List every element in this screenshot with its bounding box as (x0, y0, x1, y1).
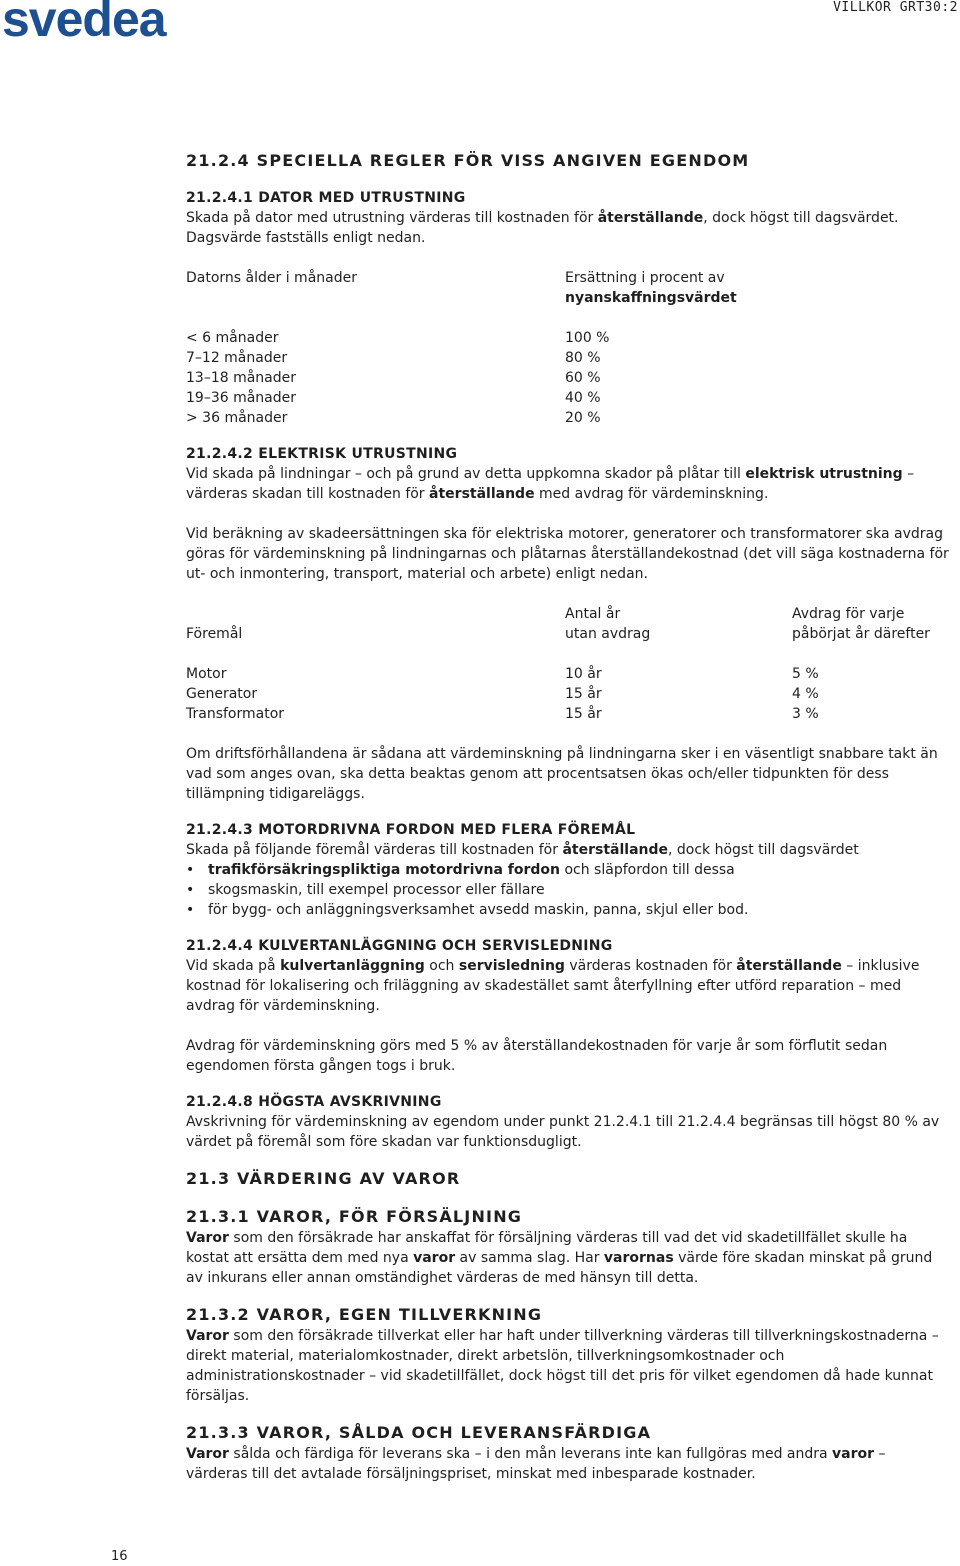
goods-own-manufacture-paragraph: Varor som den försäkrade tillverkat eller har haft under tillverkning värderas till tillverkningskostnaderna – direkt material, materialomkostnader, direkt arbetslön, tillverkningsomkostnader och administrationskostnader – vid skadetillfället, dock högst till det pris för vilket egendomen då hade kunnat försäljas. (186, 1328, 939, 1404)
heading-max-depreciation: 21.2.4.8 HÖGSTA AVSKRIVNING (186, 1094, 442, 1110)
document-code: VILLKOR GRT30:2 (833, 0, 958, 15)
culvert-paragraph-2: Avdrag för värdeminskning görs med 5 % av återställandekostnaden för varje år som förflutit sedan egendomen första gången togs i bruk. (186, 1038, 888, 1074)
table-row: > 36 månader 20 % (186, 410, 601, 426)
table-header-deduction: Avdrag för varje (792, 606, 905, 622)
table-row: 19–36 månader 40 % (186, 390, 601, 406)
electrical-paragraph-2: Vid beräkning av skadeersättningen ska för elektriska motorer, generatorer och transformatorer ska avdrag göras för värdeminskning på lindningarnas och plåtarnas återställandekostnad (det vill säga kostnaderna för ut- och inmontering, transport, material och arbete) enligt nedan. (186, 526, 949, 582)
heading-electrical: 21.2.4.2 ELEKTRISK UTRUSTNING (186, 446, 458, 462)
depreciation-table: Antal år Avdrag för varje Föremål utan avdrag påbörjat år därefter Motor 10 år 5 % Generator 15 år 4 % Transformator 15 år 3 % (186, 604, 950, 724)
heading-goods-own-manufacture: 21.3.2 VAROR, EGEN TILLVERKNING (186, 1305, 543, 1324)
table-row: < 6 månader 100 % (186, 330, 610, 346)
electrical-paragraph-3: Om driftsförhållandena är sådana att värdeminskning på lindningarna sker i en väsentligt snabbare takt än vad som anges ovan, ska detta beaktas genom att procentsatsen ökas och/eller tidpunkten för dess tillämpning tidigareläggs. (186, 746, 938, 802)
list-item: • trafikförsäkringspliktiga motordrivna fordon och släpfordon till dessa (186, 860, 950, 880)
heading-vehicles: 21.2.4.3 MOTORDRIVNA FORDON MED FLERA FÖREMÅL (186, 822, 636, 838)
heading-goods-sold: 21.3.3 VAROR, SÅLDA OCH LEVERANSFÄRDIGA (186, 1423, 652, 1442)
page-number: 16 (111, 1549, 128, 1564)
goods-for-sale-paragraph: Varor som den försäkrade har anskaffat för försäljning värderas till vad det vid skadetillfället skulle ha kostat att ersätta dem med nya varor av samma slag. Har varornas värde före skadan minskat på grund av inkurans eller annan omständighet värderas de med hänsyn till detta. (186, 1230, 933, 1286)
culvert-paragraph-1: Vid skada på kulvertanläggning och servisledning värderas kostnaden för återställande – inklusive kostnad för lokalisering och friläggning av skadestället samt återfyllning efter utförd reparation – med avdrag för värdeminskning. (186, 958, 920, 1014)
section-title-21-3: 21.3 VÄRDERING AV VAROR (186, 1169, 461, 1188)
table-header-item: Föremål (186, 626, 243, 642)
svedea-logo: svedea (2, 0, 166, 47)
table-row: Generator 15 år 4 % (186, 686, 819, 702)
list-item: • skogsmaskin, till exempel processor eller fällare (186, 880, 950, 900)
list-item: • för bygg- och anläggningsverksamhet avsedd maskin, panna, skjul eller bod. (186, 900, 950, 920)
table-row: Motor 10 år 5 % (186, 666, 819, 682)
table-row: Transformator 15 år 3 % (186, 706, 819, 722)
heading-goods-for-sale: 21.3.1 VAROR, FÖR FÖRSÄLJNING (186, 1207, 523, 1226)
max-depreciation-paragraph: Avskrivning för värdeminskning av egendom under punkt 21.2.4.1 till 21.2.4.4 begränsas till högst 80 % av värdet på föremål som före skadan var funktionsdugligt. (186, 1114, 940, 1150)
table-row: 13–18 månader 60 % (186, 370, 601, 386)
table-header-pct: Ersättning i procent av (565, 270, 725, 286)
vehicles-paragraph: Skada på följande föremål värderas till kostnaden för återställande, dock högst till dagsvärdet (186, 842, 859, 858)
heading-computer: 21.2.4.1 DATOR MED UTRUSTNING (186, 190, 466, 206)
vehicles-list (186, 860, 950, 920)
computer-age-table (186, 268, 950, 428)
section-title-21-2-4: 21.2.4 SPECIELLA REGLER FÖR VISS ANGIVEN EGENDOM (186, 151, 750, 170)
table-header-pct-sub: nyanskaffningsvärdet (565, 290, 737, 306)
heading-culvert: 21.2.4.4 KULVERTANLÄGGNING OCH SERVISLEDNING (186, 938, 613, 954)
page-content (186, 150, 950, 1484)
table-header-age: Datorns ålder i månader (186, 270, 357, 286)
table-row: 7–12 månader 80 % (186, 350, 601, 366)
computer-paragraph: Skada på dator med utrustning värderas till kostnaden för återställande, dock högst till dagsvärdet. Dagsvärde fastställs enligt nedan. (186, 210, 899, 246)
electrical-paragraph-1: Vid skada på lindningar – och på grund av detta uppkomna skador på plåtar till elektrisk utrustning – värderas skadan till kostnaden för återställande med avdrag för värdeminskning. (186, 466, 915, 502)
table-header-years: Antal år (565, 606, 621, 622)
goods-sold-paragraph: Varor sålda och färdiga för leverans ska – i den mån leverans inte kan fullgöras med andra varor – värderas till det avtalade försäljningspriset, minskat med inbesparade kostnader. (186, 1446, 886, 1482)
